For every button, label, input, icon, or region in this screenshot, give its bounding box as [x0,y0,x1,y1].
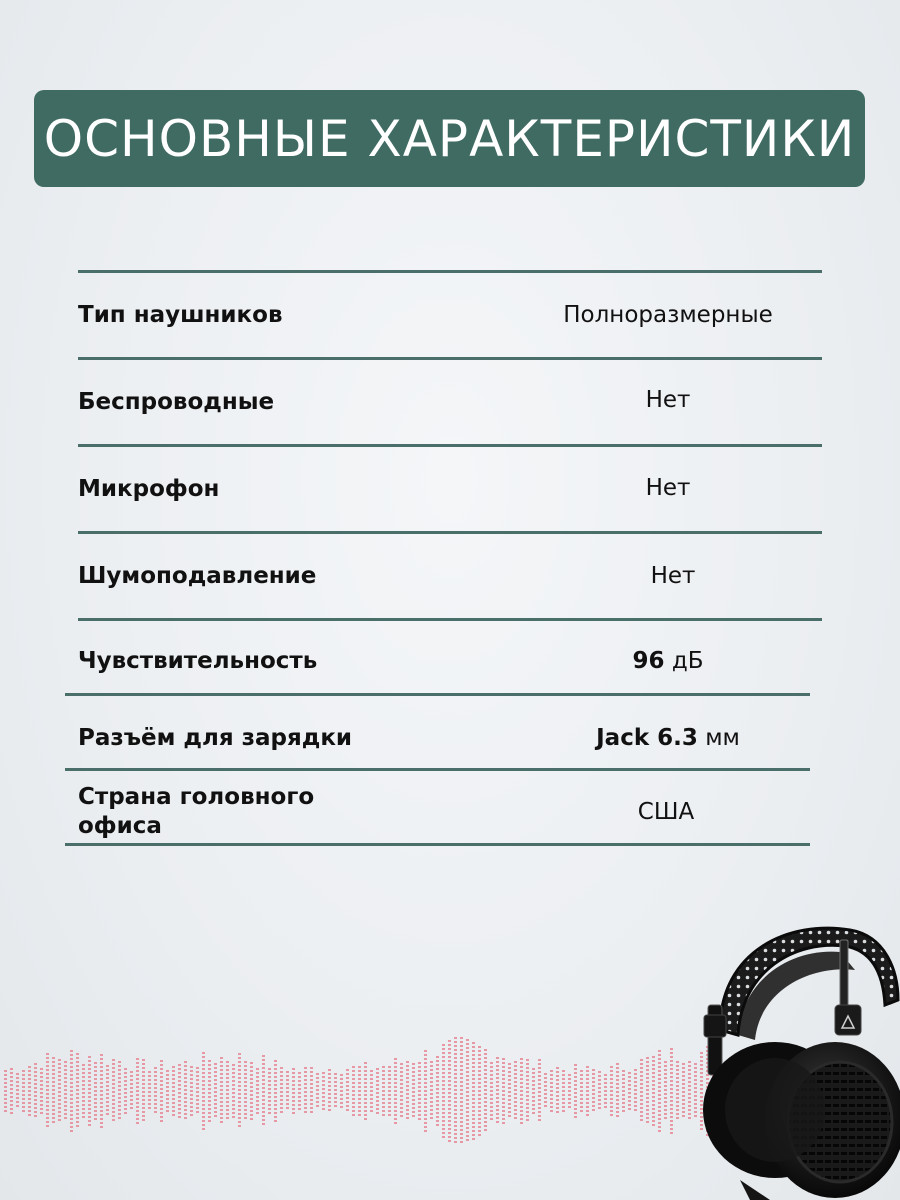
spec-value: Нет [645,387,691,413]
headphones-image [680,910,900,1200]
spec-label: Шумоподавление [78,563,317,589]
spec-label: Беспроводные [78,389,275,415]
divider-line [65,693,810,696]
divider-line [65,768,810,771]
divider-line [78,270,822,273]
spec-label [78,783,314,841]
divider-line [78,444,822,447]
spec-value: Нет [645,475,691,501]
spec-value-unit: дБ [671,648,704,674]
spec-value [518,723,818,753]
spec-label-line: офиса [78,813,162,839]
spec-value-number: 96 [632,648,665,674]
divider-line [78,357,822,360]
spec-label-line: Страна головного [78,784,315,810]
spec-value-number: Jack 6.3 [596,725,698,751]
spec-label: Разъём для зарядки [78,725,353,751]
divider-line [78,531,822,534]
spec-label: Чувствительность [78,648,318,674]
page-title: ОСНОВНЫЕ ХАРАКТЕРИСТИКИ [43,109,856,168]
spec-value: Полноразмерные [563,302,773,328]
spec-value-unit: мм [705,725,740,751]
title-banner [34,90,865,187]
spec-value: Нет [650,563,696,589]
divider-line [65,843,810,846]
spec-value: США [637,799,695,825]
spec-label: Микрофон [78,476,220,502]
spec-value [518,646,818,676]
divider-line [78,618,822,621]
spec-label: Тип наушников [78,302,283,328]
